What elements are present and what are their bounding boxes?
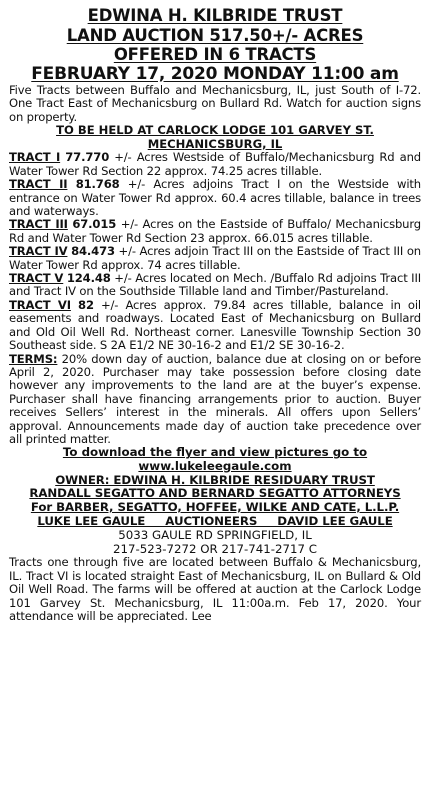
- tract-acres: 82: [78, 297, 94, 312]
- tract-5: [9, 272, 421, 299]
- trust-title: EDWINA H. KILBRIDE TRUST: [87, 6, 343, 25]
- tract-3: [9, 218, 421, 245]
- tract-label: TRACT V: [9, 271, 64, 286]
- tracts-title: OFFERED IN 6 TRACTS: [113, 45, 317, 64]
- tract-label: TRACT III: [9, 217, 68, 232]
- terms-label: TERMS:: [9, 351, 58, 366]
- tract-label: TRACT IV: [9, 244, 68, 259]
- tract-acres: 67.015: [72, 217, 117, 232]
- tract-1: [9, 151, 421, 178]
- tract-acres: 77.770: [65, 150, 110, 165]
- tract-6: [9, 299, 421, 353]
- tract-description: +/- Acres adjoins Tract I on the Westside with entrance on Water Tower Rd approx. 60.4 acres tillable, balance in trees and waterways.: [9, 177, 421, 219]
- location-line-2: MECHANICSBURG, IL: [147, 136, 283, 151]
- closing-text: Tracts one through five are located between Buffalo & Mechanicsburg, IL. Tract VI is located straight East of Mechanicsburg, IL on Bullard & Old Oil Well Road. The farms will be offered at auction at the Carlock Lodge 101 Garvey St. Mechanicsburg, IL 11:00a.m. Feb 17, 2020. Your attendance will be appreciated. Lee: [9, 555, 421, 623]
- tract-acres: 81.768: [75, 177, 120, 192]
- download-line: To download the flyer and view pictures go to: [62, 445, 368, 460]
- tract-4: [9, 245, 421, 272]
- tract-2: [9, 178, 421, 218]
- tract-acres: 84.473: [71, 244, 115, 259]
- tract-description: +/- Acres approx. 79.84 acres tillable, balance in oil easements and roadways. Located East of Mechanicsburg on Bullard and Old Oil Well Rd. Northeast corner. Lanesville Township Section 30 Southeast side. S 2A E1/2 NE 30-16-2 and E1/2 SE 30-16-2.: [9, 297, 421, 353]
- terms-text: 20% down day of auction, balance due at closing on or before April 2, 2020. Purchaser may take possession before closing date however any improvements to the land are at the buyer’s expense. Purchaser shall have financing arrangements prior to auction. Buyer receives Sellers’ interest in the minerals. All offers upon Sellers’ approval. Announcements made day of auction take precedence over all printed matter.: [9, 351, 421, 446]
- tract-description: +/- Acres located on Mech. /Buffalo Rd adjoins Tract III and Tract IV on the Southside Tillable land and Timber/Pastureland.: [9, 271, 421, 299]
- tract-description: +/- Acres on the Eastside of Buffalo/ Mechanicsburg Rd and Water Tower Rd Section 23 approx. 66.015 acres tillable.: [9, 217, 421, 245]
- website-link[interactable]: www.lukeleegaule.com: [138, 458, 292, 473]
- tract-description: +/- Acres Westside of Buffalo/Mechanicsburg Rd and Water Tower Rd Section 22 approx. 74.25 acres tillable.: [9, 150, 422, 178]
- auctioneers-line: LUKE LEE GAULE AUCTIONEERS DAVID LEE GAULE: [37, 513, 393, 528]
- terms: [9, 353, 421, 447]
- tract-label: TRACT VI: [9, 297, 71, 312]
- tract-label: TRACT II: [9, 177, 68, 192]
- law-firm-line: For BARBER, SEGATTO, HOFFEE, WILKE AND CATE, L.L.P.: [30, 500, 400, 515]
- address: 5033 GAULE RD SPRINGFIELD, IL: [118, 527, 312, 542]
- auction-date: FEBRUARY 17, 2020 MONDAY 11:00 am: [31, 63, 399, 84]
- owner-line: OWNER: EDWINA H. KILBRIDE RESIDUARY TRUST: [55, 472, 375, 487]
- attorneys-line: RANDALL SEGATTO AND BERNARD SEGATTO ATTORNEYS: [29, 486, 401, 501]
- phone-numbers: 217-523-7272 OR 217-741-2717 C: [112, 541, 318, 556]
- auction-title: LAND AUCTION 517.50+/- ACRES: [66, 25, 364, 45]
- tract-description: +/- Acres adjoin Tract III on the Eastside of Tract III on Water Tower Rd approx. 74 acres tillable.: [9, 244, 421, 272]
- intro-text: Five Tracts between Buffalo and Mechanicsburg, IL, just South of I-72. One Tract East of Mechanicsburg on Bullard Rd. Watch for auction signs on property.: [9, 83, 421, 124]
- tract-label: TRACT I: [9, 150, 61, 165]
- location-line-1: TO BE HELD AT CARLOCK LODGE 101 GARVEY ST.: [56, 123, 374, 138]
- tract-acres: 124.48: [66, 271, 111, 286]
